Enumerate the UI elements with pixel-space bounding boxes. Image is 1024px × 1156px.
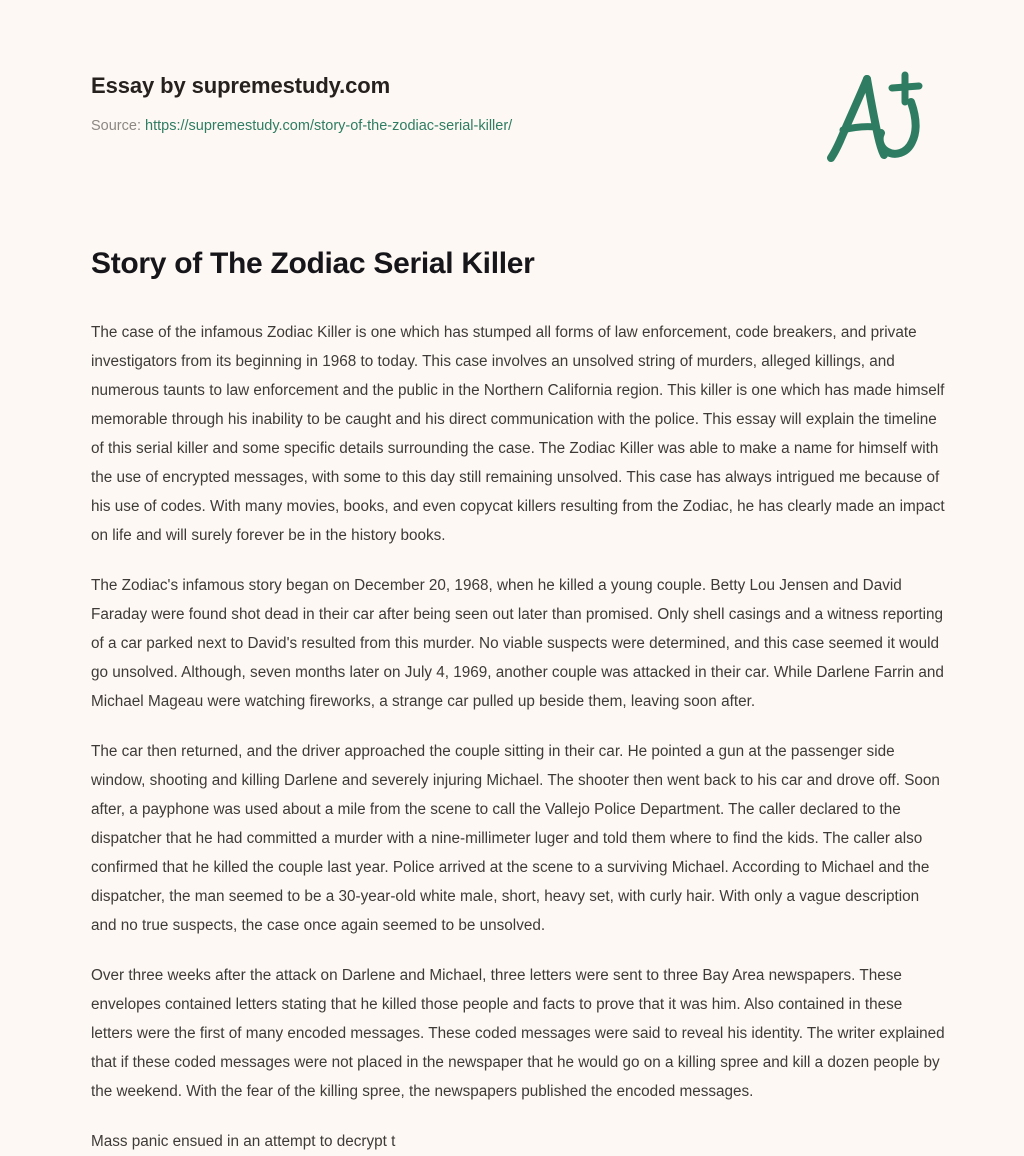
article-body bbox=[91, 318, 947, 1156]
byline: Essay by supremestudy.com bbox=[91, 73, 391, 98]
paragraph: The case of the infamous Zodiac Killer is one which has stumped all forms of law enforcement, code breakers, and private investigators from its beginning in 1968 to today. This case involves an unsolved string of murders, alleged killings, and numerous taunts to law enforcement and the public in the Northern California region. This killer is one which has made himself memorable through his inability to be caught and his direct communication with the police. This essay will explain the timeline of this serial killer and some specific details surrounding the case. The Zodiac Killer was able to make a name for himself with the use of encrypted messages, with some to this day still remaining unsolved. This case has always intrigued me because of his use of codes. With many movies, books, and even copycat killers resulting from the Zodiac, he has clearly made an impact on life and will surely forever be in the history books. bbox=[91, 324, 945, 544]
source-line bbox=[91, 119, 512, 134]
paragraph: Mass panic ensued in an attempt to decrypt t bbox=[91, 1133, 396, 1150]
page-title: Story of The Zodiac Serial Killer bbox=[91, 247, 535, 280]
a-plus-logo-icon bbox=[812, 58, 936, 170]
paragraph: The car then returned, and the driver approached the couple sitting in their car. He pointed a gun at the passenger side window, shooting and killing Darlene and severely injuring Michael. The shooter then went back to his car and drove off. Soon after, a payphone was used about a mile from the scene to call the Vallejo Police Department. The caller declared to the dispatcher that he had committed a murder with a nine-millimeter luger and told them where to find the kids. The caller also confirmed that he killed the couple last year. Police arrived at the scene to a surviving Michael. According to Michael and the dispatcher, the man seemed to be a 30-year-old white male, short, heavy set, with curly hair. With only a vague description and no true suspects, the case once again seemed to be unsolved. bbox=[91, 743, 940, 934]
source-label: Source: bbox=[91, 118, 141, 134]
page-header bbox=[0, 0, 1024, 200]
paragraph: Over three weeks after the attack on Darlene and Michael, three letters were sent to three Bay Area newspapers. These envelopes contained letters stating that he killed those people and facts to prove that it was him. Also contained in these letters were the first of many encoded messages. These coded messages were said to reveal his identity. The writer explained that if these coded messages were not placed in the newspaper that he would go on a killing spree and kill a dozen people by the weekend. With the fear of the killing spree, the newspapers published the encoded messages. bbox=[91, 967, 945, 1100]
source-url-link[interactable]: https://supremestudy.com/story-of-the-zodiac-serial-killer/ bbox=[145, 118, 513, 134]
article bbox=[91, 246, 947, 1156]
paragraph: The Zodiac's infamous story began on December 20, 1968, when he killed a young couple. Betty Lou Jensen and David Faraday were found shot dead in their car after being seen out later than promised. Only shell casings and a witness reporting of a car parked next to David's resulted from this murder. No viable suspects were determined, and this case seemed it would go unsolved. Although, seven months later on July 4, 1969, another couple was attacked in their car. While Darlene Farrin and Michael Mageau were watching fireworks, a strange car pulled up beside them, leaving soon after. bbox=[91, 577, 944, 710]
